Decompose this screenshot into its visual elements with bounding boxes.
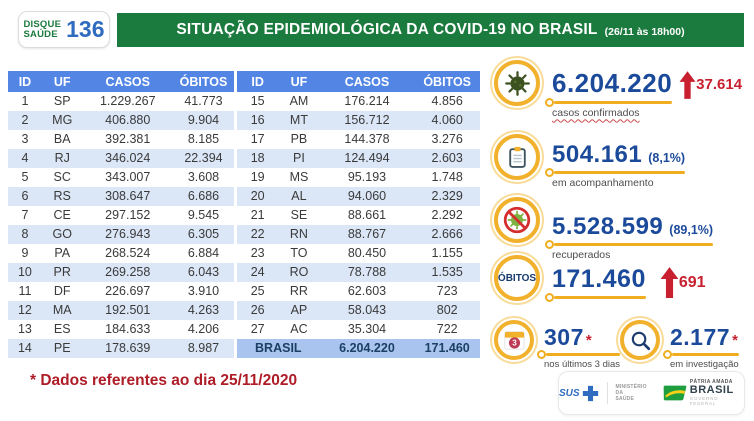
underline-accent xyxy=(554,243,713,246)
confirmed-label: casos confirmados xyxy=(552,107,640,120)
table-row: 10 PR 269.258 6.043 xyxy=(8,263,234,282)
table-row: 16 MT 156.712 4.060 xyxy=(237,111,480,130)
col-id: ID xyxy=(237,71,278,92)
underline-accent xyxy=(554,296,646,299)
patria-amada-brasil-logo: PÁTRIA AMADA BRASIL GOVERNO FEDERAL xyxy=(662,380,744,406)
table-row: 9 PA 268.524 6.884 xyxy=(21,246,220,260)
table-row: 14 PE 178.639 8.987 xyxy=(8,339,234,358)
col-id: ID xyxy=(8,71,42,92)
table-row: 1 SP 1.229.267 41.773 xyxy=(21,94,223,108)
calendar-icon xyxy=(494,320,534,360)
table-row: 22 RN 88.767 2.666 xyxy=(237,225,480,244)
last3days-label: nos últimos 3 dias xyxy=(544,359,621,371)
investigation-value: 2.177 xyxy=(670,324,731,350)
table-row: 8 GO 276.943 6.305 xyxy=(8,225,234,244)
stat-under-investigation: 2.177 * em investigação xyxy=(620,320,739,370)
state-table-left xyxy=(8,71,234,358)
table-row: 19 MS 95.193 1.748 xyxy=(250,170,463,184)
government-logos xyxy=(558,371,745,415)
col-obitos: ÓBITOS xyxy=(414,71,480,92)
table-row: 27 AC 35.304 722 xyxy=(250,322,458,336)
underline-accent xyxy=(554,171,685,174)
table-row: 20 AL 94.060 2.329 xyxy=(237,187,480,206)
deaths-delta: 691 xyxy=(678,274,706,291)
col-uf: UF xyxy=(42,71,83,92)
table-row: 3 BA 392.381 8.185 xyxy=(21,132,220,146)
col-casos: CASOS xyxy=(83,71,173,92)
ministry-of-health-logo: MINISTÉRIO DA SAÚDE xyxy=(615,384,647,402)
col-uf: UF xyxy=(278,71,319,92)
state-table-right xyxy=(237,71,480,358)
deaths-value: 171.460 xyxy=(552,265,646,293)
virus-icon xyxy=(494,60,540,106)
table-row: 18 PI 124.494 2.603 xyxy=(237,149,480,168)
phone-number-136: 136 xyxy=(66,16,105,42)
sus-cross-icon xyxy=(582,385,599,402)
up-arrow-icon xyxy=(660,266,679,299)
last3days-value: 307 xyxy=(544,324,584,350)
monitoring-value: 504.161 xyxy=(552,141,643,168)
disque-saude-text: DISQUE SAÚDE xyxy=(23,18,62,40)
footnote: * Dados referentes ao dia 25/11/2020 xyxy=(30,372,298,389)
stat-monitoring xyxy=(494,134,685,189)
recovered-pct: (89,1%) xyxy=(669,223,714,237)
table-row: 24 RO 78.788 1.535 xyxy=(237,263,480,282)
table-header-row xyxy=(237,71,480,92)
table-row: 12 MA 192.501 4.263 xyxy=(8,301,234,320)
obitos-badge: ÓBITOS xyxy=(494,255,540,301)
monitoring-label: em acompanhamento xyxy=(552,177,654,190)
col-casos: CASOS xyxy=(320,71,415,92)
table-row: 5 SC 343.007 3.608 xyxy=(21,170,220,184)
brazil-flag-icon xyxy=(662,384,687,402)
stat-deaths-last-3-days: 3 307 * nos últimos 3 dias xyxy=(494,320,620,370)
table-row: 15 AM 176.214 4.856 xyxy=(250,94,463,108)
recovered-value: 5.528.599 xyxy=(552,213,664,240)
up-arrow-icon xyxy=(679,70,696,100)
stat-recovered xyxy=(494,197,713,261)
title-banner xyxy=(117,13,744,47)
divider xyxy=(607,382,608,404)
table-total-row: BRASIL 6.204.220 171.460 xyxy=(237,339,480,358)
page-title: SITUAÇÃO EPIDEMIOLÓGICA DA COVID-19 NO BRASIL xyxy=(176,21,598,38)
sus-logo: SUS xyxy=(559,385,599,402)
stat-confirmed-cases xyxy=(494,60,742,119)
table-row: 23 TO 80.450 1.155 xyxy=(250,246,463,260)
no-virus-icon xyxy=(494,197,540,243)
investigation-label: em investigação xyxy=(670,359,739,371)
table-row: 7 CE 297.152 9.545 xyxy=(21,208,220,222)
recovered-label: recuperados xyxy=(552,249,611,262)
clipboard-icon xyxy=(494,134,540,180)
timestamp: (26/11 às 18h00) xyxy=(604,25,685,38)
svg-text:3: 3 xyxy=(511,338,517,348)
monitoring-pct: (8,1%) xyxy=(648,151,686,165)
table-row: 26 AP 58.043 802 xyxy=(237,301,480,320)
underline-accent xyxy=(554,101,672,104)
table-row: 17 PB 144.378 3.276 xyxy=(250,132,463,146)
table-row: 25 RR 62.603 723 xyxy=(250,284,458,298)
stat-deaths xyxy=(494,255,706,301)
confirmed-value: 6.204.220 xyxy=(552,68,673,98)
col-obitos: ÓBITOS xyxy=(173,71,234,92)
table-row: 6 RS 308.647 6.686 xyxy=(8,187,234,206)
magnifier-icon xyxy=(620,320,660,360)
disque-saude-logo xyxy=(18,11,110,48)
table-row: 13 ES 184.633 4.206 xyxy=(17,322,220,336)
table-row: 2 MG 406.880 9.904 xyxy=(8,111,234,130)
table-row: 4 RJ 346.024 22.394 xyxy=(8,149,234,168)
underline-accent xyxy=(672,353,739,356)
table-header-row xyxy=(8,71,234,92)
table-row: 21 SE 88.661 2.292 xyxy=(250,208,463,222)
confirmed-delta: 37.614 xyxy=(696,76,743,93)
table-row: 11 DF 226.697 3.910 xyxy=(18,284,220,298)
underline-accent xyxy=(546,353,620,356)
